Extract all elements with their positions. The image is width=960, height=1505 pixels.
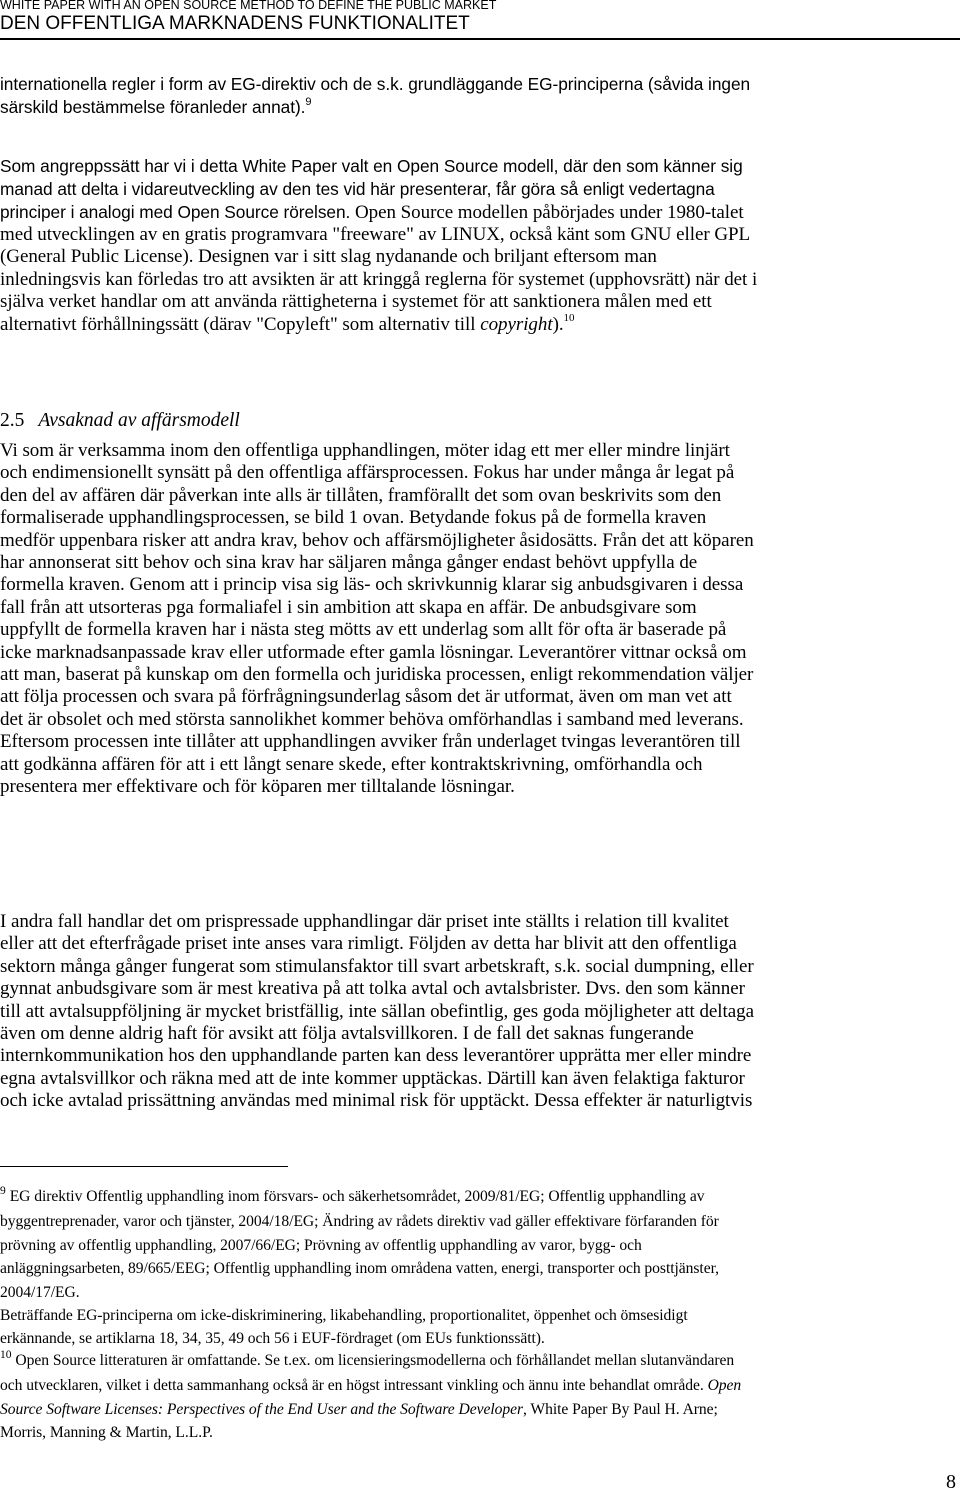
text-line: sektorn många gånger fungerat som stimulansfaktor till svart arbetskraft, s.k. social dumpning, eller bbox=[0, 955, 754, 977]
footnote-ref-10[interactable]: 10 bbox=[563, 312, 575, 325]
italic-title: Source Software Licenses: Perspectives of the End User and the Software Developer bbox=[0, 1400, 523, 1418]
text-line: (General Public License). bbox=[0, 246, 194, 268]
text-line: erkännande, se artiklarna 18, 34, 35, 49 och 56 i EUF-fördraget (om EUs funktionssätt). bbox=[0, 1330, 545, 1348]
text-line: internationella regler i form av EG-direktiv och de s.k. grundläggande EG-principerna (såvida ingen bbox=[0, 74, 751, 94]
text-line: alternativt förhållningssätt (därav "Copyleft" som alternativ till bbox=[0, 313, 481, 335]
text-line: den del av affären där påverkan inte alls är tillåten, framförallt det som ovan beskrivits som den bbox=[0, 484, 722, 506]
running-header-title: DEN OFFENTLIGA MARKNADENS FUNKTIONALITET bbox=[0, 13, 470, 34]
text-line: att man, baserat på kunskap om den formella och juridiska processen, enligt rekommendation väljer bbox=[0, 664, 754, 686]
text-line: prövning av offentlig upphandling, 2007/66/EG; Prövning av offentlig upphandling av varor, bygg- och bbox=[0, 1236, 642, 1254]
text-line: särskild bestämmelse föranleder annat). bbox=[0, 96, 306, 117]
text-line: internkommunikation hos den upphandlande parten kan dess leverantörer upprätta mer eller mindre bbox=[0, 1045, 752, 1067]
text-line: att godkänna affären för att i ett långt senare skede, efter kontraktskrivning, omförhandla och bbox=[0, 753, 703, 775]
text-line: EG direktiv Offentlig upphandling inom försvars- och säkerhetsområdet, 2009/81/EG; Offentlig upphandling av bbox=[9, 1188, 705, 1205]
text-line: själva verket handlar om att använda rättigheterna i systemet för att sanktionera målen med ett bbox=[0, 291, 712, 313]
text-line: manad att delta i vidareutveckling av den tes vid här presenterar, får göra så enligt vedertagna bbox=[0, 178, 715, 199]
text-line: , White Paper By Paul H. Arne; bbox=[523, 1400, 718, 1418]
page-number: 8 bbox=[946, 1471, 956, 1493]
text-line: Open Source litteraturen är omfattande. Se t.ex. om licensieringsmodellerna och förhållandet mellan slutanvändaren bbox=[15, 1352, 735, 1369]
text-line: ). bbox=[552, 313, 564, 335]
italic-term: copyright bbox=[480, 313, 553, 335]
text-line: inledningsvis kan förledas tro att avsikten är att kringgå reglerna för systemet (upphovsrätt) när det i bbox=[0, 268, 758, 290]
text-line: I andra fall handlar det om prispressade upphandlingar där priset inte ställts i relation till kvalitet bbox=[0, 911, 729, 932]
text-line: att följa processen och svara på förfrågningsunderlag såsom det är utformat, även om man vet att bbox=[0, 686, 732, 708]
text-line: gynnat anbudsgivare som är mest kreativa på att tolka avtal och avtalsbrister. Dvs. den som känner bbox=[0, 978, 745, 1000]
text-line: icke marknadsanpassade krav eller utformade efter gamla lösningar. Leverantörer vittnar också om bbox=[0, 641, 747, 663]
footnote-number: 10 bbox=[0, 1349, 12, 1361]
text-line: Designen var i sitt slag nydanande och briljant eftersom man bbox=[193, 246, 657, 268]
text-line: medför uppenbara risker att andra krav, behov och affärsmöjligheter åsidosätts. Från det att köparen bbox=[0, 529, 754, 551]
text-line: formella kraven. Genom att i princip visa sig läs- och skrivkunnig klarar sig anbudsgivaren i dessa bbox=[0, 574, 744, 596]
text-line: Open Source modellen påbörjades under 1980-talet bbox=[350, 201, 744, 223]
text-line: formaliserade upphandlingsprocessen, se bild 1 ovan. Betydande fokus på de formella kraven bbox=[0, 507, 707, 529]
running-header-subtitle: WHITE PAPER WITH AN OPEN SOURCE METHOD TO DEFINE THE PUBLIC MARKET bbox=[0, 0, 497, 12]
section-number: 2.5 bbox=[0, 410, 25, 431]
footnote-10 bbox=[0, 1349, 960, 1445]
text-line: Beträffande EG-principerna om icke-diskriminering, likabehandling, proportionalitet, öppenhet och ömsesidigt bbox=[0, 1307, 688, 1325]
text-line: anläggningsarbeten, 89/665/EEG; Offentlig upphandling inom områdena vatten, energi, transporter och posttjänster, bbox=[0, 1260, 719, 1278]
text-line: Som angreppssätt har vi i detta White Paper valt en Open Source modell, där den som känner sig bbox=[0, 156, 743, 176]
text-line: till att avtalsuppföljning är mycket bristfällig, inte sällan obefintlig, ges goda möjligheter att deltaga bbox=[0, 1000, 754, 1022]
text-line: med utvecklingen av en gratis programvara "freeware" av LINUX, också känt som GNU eller GPL bbox=[0, 224, 751, 245]
open-source-paragraph bbox=[0, 155, 960, 336]
text-line: även om denne aldrig haft för avsikt att följa avtalsvillkoren. I de fall det saknas fungerande bbox=[0, 1023, 694, 1045]
section-paragraph bbox=[0, 440, 960, 799]
text-line: 2004/17/EG. bbox=[0, 1283, 80, 1301]
text-line: har annonserat sitt behov och sina krav har säljaren många gånger endast behövt uppfylla de bbox=[0, 552, 698, 574]
text-line: egna avtalsvillkor och räkna med att de inte kommer upptäckas. Därtill kan även felaktiga fakturor bbox=[0, 1067, 745, 1089]
section-heading bbox=[0, 410, 240, 432]
text-line: fall från att utsorteras pga formaliafel i sin ambition att skapa en affär. De anbudsgivare som bbox=[0, 596, 697, 618]
italic-title: Open bbox=[707, 1377, 742, 1395]
pricing-paragraph bbox=[0, 911, 960, 1113]
text-line: Morris, Manning & Martin, L.L.P. bbox=[0, 1424, 213, 1442]
footnote-9 bbox=[0, 1185, 960, 1351]
text-line: principer i analogi med Open Source rörelsen. bbox=[0, 201, 351, 222]
text-line: byggentreprenader, varor och tjänster, 2004/18/EG; Ändring av rådets direktiv vad gäller effektivare förfaranden för bbox=[0, 1213, 719, 1231]
text-line: uppfyllt de formella kraven har i nästa steg mötts av ett underlag som allt för ofta är baserade på bbox=[0, 619, 727, 641]
text-line: och utvecklaren, vilket i detta sammanhang också är en högst intressant vinkling och ännu inte behandlat område. bbox=[0, 1377, 708, 1395]
footnote-ref-9[interactable]: 9 bbox=[305, 96, 312, 109]
section-title: Avsaknad av affärsmodell bbox=[38, 410, 240, 431]
text-line: eller att det efterfrågade priset inte anses vara rimligt. Följden av detta har blivit att den offentliga bbox=[0, 933, 737, 955]
text-line: och endimensionellt synsätt på den offentliga affärsprocessen. Fokus har under många år legat på bbox=[0, 462, 735, 484]
footnote-rule bbox=[0, 1166, 288, 1167]
text-line: Eftersom processen inte tillåter att upphandlingen avviker från underlaget tvingas leverantören till bbox=[0, 731, 741, 753]
header-rule bbox=[0, 38, 960, 40]
footnote-number: 9 bbox=[0, 1185, 6, 1197]
text-line: och icke avtalad prissättning användas med minimal risk för upptäckt. Dessa effekter är naturligtvis bbox=[0, 1090, 753, 1112]
text-line: presentera mer effektivare och för köparen mer tilltalande lösningar. bbox=[0, 776, 515, 798]
text-line: det är obsolet och med största sannolikhet kommer behöva omförhandlas i samband med leverans. bbox=[0, 708, 744, 730]
intro-paragraph bbox=[0, 73, 960, 119]
text-line: Vi som är verksamma inom den offentliga upphandlingen, möter idag ett mer eller mindre linjärt bbox=[0, 440, 730, 461]
